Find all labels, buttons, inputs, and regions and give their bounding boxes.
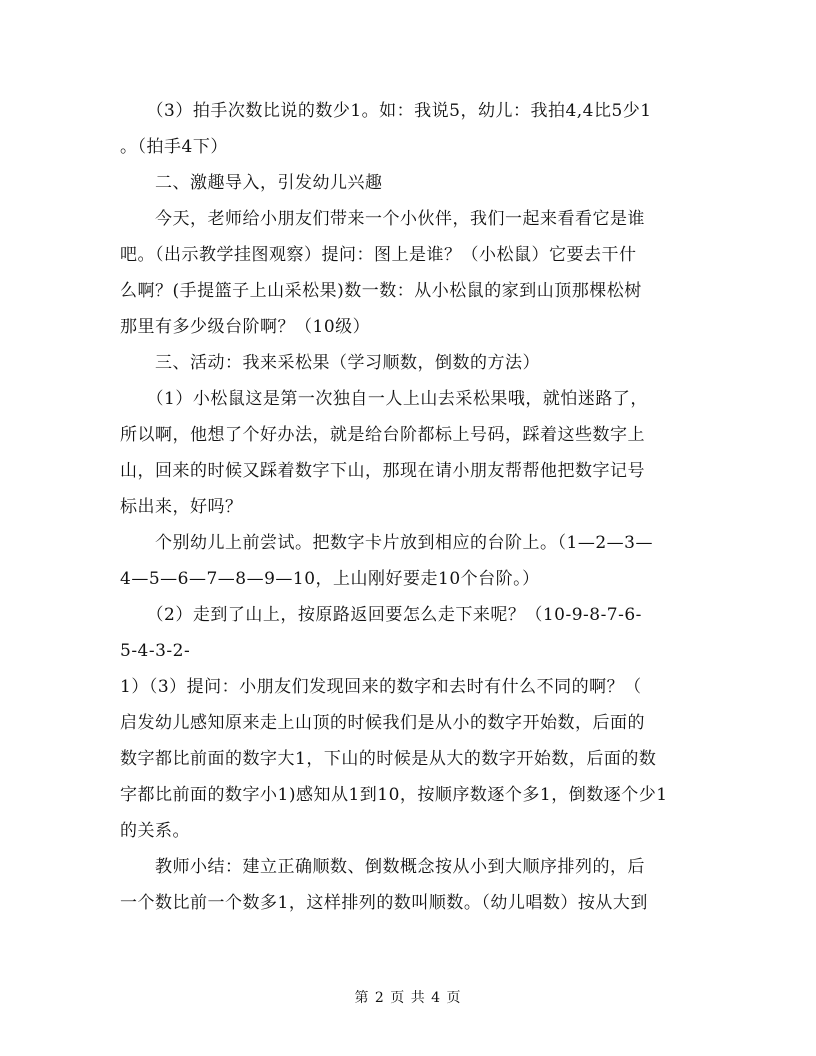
text-line: 那里有多少级台阶啊？（10级）	[120, 317, 371, 337]
text-line: 个别幼儿上前尝试。把数字卡片放到相应的台阶上。（1—2—3—	[120, 533, 653, 553]
text-line: 字都比前面的数字小1)感知从1到10，按顺序数逐个多1，倒数逐个少1	[120, 785, 668, 805]
text-line: 1）（3）提问：小朋友们发现回来的数字和去时有什么不同的啊？（	[120, 677, 642, 697]
text-line: 么啊？(手提篮子上山采松果)数一数：从小松鼠的家到山顶那棵松树	[120, 281, 642, 301]
text-line: 吧。（出示教学挂图观察）提问：图上是谁？（小松鼠）它要去干什	[120, 245, 637, 265]
text-line: 山，回来的时候又踩着数字下山，那现在请小朋友帮帮他把数字记号	[120, 461, 645, 481]
text-line: 启发幼儿感知原来走上山顶的时候我们是从小的数字开始数，后面的	[120, 713, 645, 733]
text-line: （3）拍手次数比说的数少1。如：我说5，幼儿：我拍4,4比5少1	[120, 101, 652, 121]
page-footer: 第 2 页 共 4 页	[354, 990, 462, 1006]
section-heading: 三、活动：我来采松果（学习顺数，倒数的方法）	[120, 353, 540, 373]
text-line: 所以啊，他想了个好办法，就是给台阶都标上号码，踩着这些数字上	[120, 425, 645, 445]
text-line: 今天，老师给小朋友们带来一个小伙伴，我们一起来看看它是谁	[120, 209, 645, 229]
section-heading: 二、激趣导入，引发幼儿兴趣	[120, 173, 383, 193]
text-line: （1）小松鼠这是第一次独自一人上山去采松果哦，就怕迷路了，	[120, 389, 648, 409]
text-line: 一个数比前一个数多1，这样排列的数叫顺数。（幼儿唱数）按从大到	[120, 893, 648, 913]
text-line: 。（拍手4下）	[120, 137, 228, 157]
text-line: （2）走到了山上，按原路返回要怎么走下来呢？（10-9-8-7-6-	[120, 605, 642, 625]
text-line: 的关系。	[120, 821, 190, 841]
text-line: 标出来，好吗？	[120, 497, 243, 517]
text-line: 数字都比前面的数字大1，下山的时候是从大的数字开始数，后面的数	[120, 749, 657, 769]
text-line: 5-4-3-2-	[120, 641, 191, 661]
text-line: 4—5—6—7—8—9—10，上山刚好要走10个台阶。）	[120, 569, 540, 589]
text-line: 教师小结：建立正确顺数、倒数概念按从小到大顺序排列的，后	[120, 857, 645, 877]
